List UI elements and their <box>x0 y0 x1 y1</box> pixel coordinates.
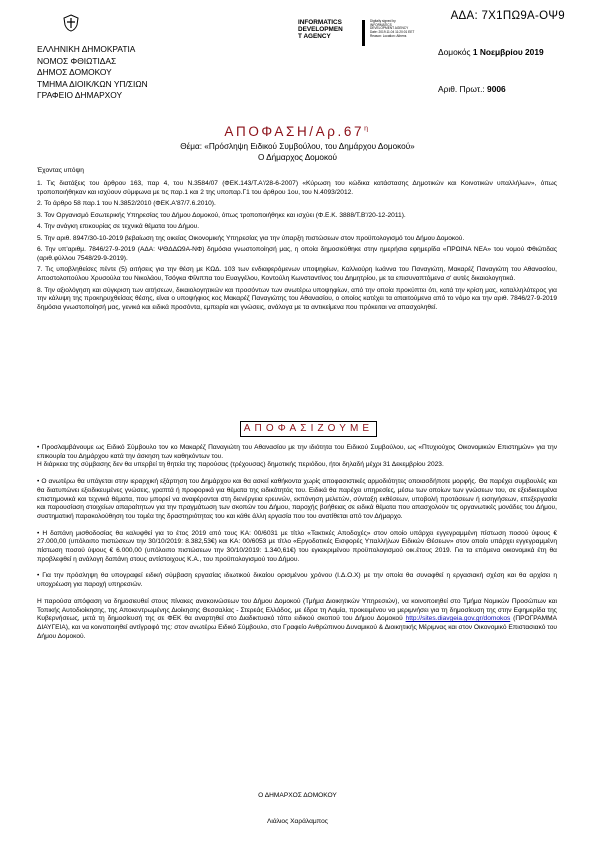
consideration-item: 2. Το άρθρο 58 παρ.1 του Ν.3852/2010 (ΦΕΚ.Α'87/7.6.2010). <box>37 200 216 208</box>
decision-title <box>0 124 595 139</box>
date-place: Δομοκός <box>438 47 471 57</box>
decision-item: • Προσλαμβάνουμε ως Ειδικό Σύμβουλο τον κο Μακαρέζ Παναγιώτη του Αθανασίου με την ιδιότητα του Ειδικού Συμβούλου, ως «Πτυχιούχος Οικονομικών Επιστημών» για την επικουρία του Δημάρχου κατά την άσκηση των καθηκόντων του. Η διάρκεια της σύμβασης δεν θα υπερβεί τη θητεία της παρούσας (τρέχουσας) δημοτικής περιόδου, ήτοι δηλαδή μέχρι 31 Δεκεμβρίου 2023. <box>37 444 557 469</box>
title-sup: η <box>364 125 371 133</box>
decision-item: • Για την πρόσληψη θα υπογραφεί ειδική σύμβαση εργασίας ιδιωτικού δικαίου ορισμένου χρόνου (Ι.Δ.Ο.Χ) με την οποία θα συναφθεί η εργασιακή σχέση και θα αρχίσει η υποχρέωση για παροχή υπηρεσιών. <box>37 572 557 589</box>
date-value: 1 Νοεμβρίου 2019 <box>472 47 544 57</box>
header-line: ΓΡΑΦΕΙΟ ΔΗΜΑΡΧΟΥ <box>37 90 123 101</box>
consideration-item: 1. Τις διατάξεις του άρθρου 163, παρ 4, του Ν.3584/07 (ΦΕΚ.143/Τ.Α'/28-6-2007) «Κύρωση του κώδικα κατάστασης Δημοτικών και Κοινοτικών υπαλλήλων», όπως τροποποιήθηκαν και ισχύουν σύμφωνα με τις παρ.1 και 2 της υποπαρ.Γ1 του άρθρου 1ου, του Ν.4093/2012. <box>37 180 557 196</box>
logo-divider <box>362 20 365 46</box>
subject-block <box>0 141 595 163</box>
authority-header <box>37 44 148 102</box>
header-line: ΕΛΛΗΝΙΚΗ ΔΗΜΟΚΡΑΤΙΑ <box>37 44 136 54</box>
subject-line: Θέμα: «Πρόσληψη Ειδικού Συμβούλου, του Δημάρχου Δομοκού» <box>180 142 415 151</box>
consideration-item: 8. Την αξιολόγηση και σύγκριση των αιτήσεων, δικαιολογητικών και προσόντων των ανωτέρω υποψηφίων, από την οποία προκύπτει ότι, κατά την κρίση μας, καταλληλότερος για την κάλυψη της προκηρυχθείσας θέσης, είναι ο υποψήφιος κος Μακαρέζ Παναγιώτης του Αθανασίου, ο οποίος κατέχει τα απαιτούμενα από το νόμο και την αριθ. 7846/27-9-2019 δημόσια γνωστοποίησή μας, γενικά και ειδικά προσόντα, εμπειρία και γνώσεις, ανάλογα με τα αντικείμενα που πρόκειται να απασχοληθεί. <box>37 286 557 312</box>
document-date <box>438 47 544 57</box>
signatory-title: Ο ΔΗΜΑΡΧΟΣ ΔΟΜΟΚΟΥ <box>258 792 337 799</box>
header-line: ΝΟΜΟΣ ΦΘΙΩΤΙΔΑΣ <box>37 55 117 66</box>
protocol-label: Αριθ. Πρωτ.: <box>438 84 485 94</box>
signatory-name: Λιάλιος Χαράλαμπος <box>266 818 328 825</box>
decide-heading: ΑΠΟΦΑΣΙΖΟΥΜΕ <box>240 421 377 437</box>
title-text: ΑΠΟΦΑΣΗ/Αρ.67 <box>224 124 365 139</box>
distribution-paragraph <box>37 598 557 642</box>
consideration-item: 4. Την ανάγκη επικουρίας σε τεχνικά θέματα του Δήμου. <box>37 223 200 231</box>
consideration-item: 6. Την υπ'αριθμ. 7846/27-9-2019 (ΑΔΑ: ΨΘΔΔΩ9Α-ΝΦ) δημόσια γνωστοποίησή μας, η οποία δημοσιεύθηκε στην ημερήσια εφημερίδα «ΠΡΩΙΝΑ ΝΕΑ» του νομού Φθιώτιδας (αριθ.φύλλου 7548/29-9-2019). <box>37 246 557 262</box>
digital-signature-text: Digitally signed by INFORMATICS DEVELOPMENT AGENCY Date: 2019.11.04 11:20:01 EET Reason: Location: Athens <box>370 19 415 38</box>
consideration-item: 3. Τον Οργανισμό Εσωτερικής Υπηρεσίας του Δήμου Δομοκού, όπως τροποποιήθηκε και ισχύει (Φ.Ε.Κ. 3888/Τ.Β'/20-12-2011). <box>37 211 406 219</box>
decision-item: • Η δαπάνη μισθοδοσίας θα καλυφθεί για το έτος 2019 από τους ΚΑ: 00/6031 με τίτλο «Τακτικές Αποδοχές» στον οποίο υπάρχει εγγεγραμμένη πίστωση ποσού ύψους € 27.000,00 (υπόλοιπο πιστώσεων την 30/10/2019: 8.382,53€) και ΚΑ: 00/6053 με τίτλο «Εργοδοτικές Εισφορές Υπαλλήλων Ειδικών Θέσεων» στον οποίο υπάρχει εγγεγραμμένη πίστωση ποσού ύψους € 6.000,00 (υπόλοιπο πιστώσεων την 30/10/2019: 1.340,61€) του εγκεκριμένου προϋπολογισμού οικ.έτους 2019. Για τα επόμενα οικονομικά έτη θα προβλεφθεί η ανάλογη δαπάνη στους αντίστοιχους Κ.Α., του προϋπολογισμού του Δήμου. <box>37 529 557 563</box>
consideration-item: 5. Την αριθ. 8947/30-10-2019 βεβαίωση της οικείας Οικονομικής Υπηρεσίας για την ύπαρξη πιστώσεων στον προϋπολογισμό του Δήμου Δομοκού. <box>37 234 465 242</box>
distribution-text: Η παρούσα απόφαση να δημοσιευθεί στους πίνακες ανακοινώσεων του Δήμου Δομοκού (Τμήμα Διοικητικών Υπηρεσιών), να κοινοποιηθεί στο Τμήμα Νομικών Προσώπων και Τοπικής Αυτοδιοίκησης, της Αποκεντρωμένης Διοίκησης Θεσσαλίας - Στερεάς Ελλάδος, με έδρα τη Λαμία, προκειμένου να μεριμνήσει για τη δημοσίευση της στην Εφημερίδα της Κυβερνήσεως, μετά τη δημοσίευσή της σε ΦΕΚ θα αναρτηθεί στο Διαδικτυακό τόπο ειδικού σκοπού του Δήμου Δομοκού <box>37 597 557 623</box>
issuer-line: Ο Δήμαρχος Δομοκού <box>257 153 338 162</box>
logo-line: INFORMATICS <box>298 19 342 26</box>
distribution-text-end: (ΠΡΟΓΡΑΜΜΑ ΔΙΑΥΓΕΙΑ), και να κοινοποιηθεί αντίγραφό της: στον ανωτέρω Ειδικό Σύμβουλο, στο Γραφείο Ανθρώπινου Δυναμικού & Διοικητικής Μέριμνας και στον Οικονομικό Επιστασιακό του Δήμου Δομοκού. <box>37 615 557 640</box>
protocol-value: 9006 <box>487 84 506 94</box>
decision-item: • Ο ανωτέρω θα υπάγεται στην ιεραρχική εξάρτηση του Δημάρχου και θα ασκεί καθήκοντα χωρίς αποφασιστικές αρμοδιότητες οποιασδήποτε μορφής. Θα παρέχει συμβουλές και θα διατυπώνει εξειδικευμένες γνώσεις, γραπτά ή προφορικά για θέματα της ειδικότητάς του. Ειδικά θα παρέχει υπηρεσίες, μέσω των οποίων των γνώσεων του, σε εξειδικευμένα επιστημονικά και τεχνικά θέματα, που μπορεί να αναφέρονται στη διενέργεια ερευνών, εκπόνηση μελετών, σύνταξη εκθέσεων, υποβολή προτάσεων ή εισηγήσεων, επεξεργασία και παρουσίαση στοιχείων απαραίτητων για την πραγμάτωση των σκοπών του Δήμου, παροχής βοήθειας σε ειδικά θέματα που απασχολούν τις οργανωτικές μονάδες του Δήμου, συστηματική παρακολούθηση του τομέα της δραστηριότητας του και κάθε άλλη εργασία που του ανατίθεται από τον Δήμαρχο. <box>37 478 557 520</box>
decisions-list <box>37 444 557 649</box>
greek-emblem-icon <box>62 14 80 32</box>
considerations-list <box>37 180 557 316</box>
header-line: ΤΜΗΜΑ ΔΙΟΙΚ/ΚΩΝ ΥΠ/ΣΙΩΝ <box>37 78 148 89</box>
intro-text: Έχοντας υπόψη <box>37 167 84 174</box>
consideration-item: 7. Τις υποβληθείσες πέντε (5) αιτήσεις για την θέση με ΚΩΔ. 103 των ενδιαφερόμενων υποψηφίων, Καλλιούρη Ιωάννα του Παναγιώτη, Μακαρέζ Παναγιώτη του Αθανασίου, Αποστολοπούλου Χρυσούλα του Νικολάου, Τσόγκα Φίλιππα του Ευαγγέλου, Κοντούλη Κωνσταντίνος του Δημητρίου, με τα επισυναπτόμενα σ' αυτές δικαιολογητικά. <box>37 266 557 283</box>
header-line: ΔΗΜΟΣ ΔΟΜΟΚΟΥ <box>37 67 112 78</box>
diavgeia-link[interactable]: http://sites.diavgeia.gov.gr/domokos <box>405 615 511 623</box>
diavgeia-logo <box>298 19 418 47</box>
logo-line: DEVELOPMEN <box>298 26 343 33</box>
ada-code: ΑΔΑ: 7Χ1ΠΩ9Α-ΟΨ9 <box>450 10 565 22</box>
protocol-number <box>438 84 506 94</box>
logo-line: T AGENCY <box>298 33 331 40</box>
